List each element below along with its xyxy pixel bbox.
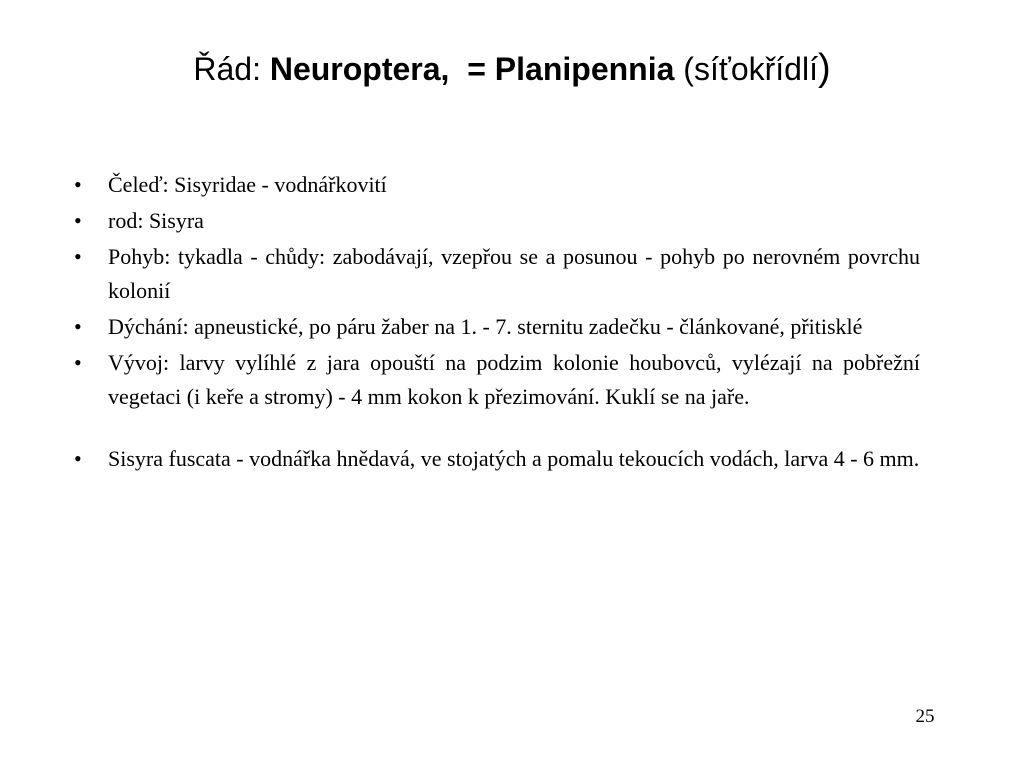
title-prefix: Řád: bbox=[193, 51, 270, 87]
page-number: 25 bbox=[915, 706, 935, 727]
slide-title bbox=[0, 46, 1024, 92]
bullet-icon: • bbox=[74, 172, 82, 197]
bullet-text: Vývoj: larvy vylíhlé z jara opouští na podzim kolonie houbovců, vylézají na pobřežní vegetaci (i keře a stromy) - 4 mm kokon k přezimování. Kuklí se na jaře. bbox=[108, 350, 920, 409]
bullet-text: Čeleď: Sisyridae - vodnářkovití bbox=[108, 172, 387, 197]
bullet-text: Pohyb: tykadla - chůdy: zabodávají, vzepřou se a posunou - pohyb po nerovném povrchu kolonií bbox=[108, 244, 920, 303]
bullet-item-breathing bbox=[74, 310, 920, 344]
title-common-name: (síťokřídlí bbox=[674, 51, 818, 87]
bullet-icon: • bbox=[74, 314, 82, 339]
bullet-icon: • bbox=[74, 350, 82, 375]
title-synonym: = Planipennia bbox=[458, 51, 675, 87]
bullet-item-development bbox=[74, 346, 920, 414]
bullet-text: Sisyra fuscata - vodnářka hnědavá, ve stojatých a pomalu tekoucích vodách, larva 4 - 6 mm. bbox=[108, 446, 920, 471]
bullet-item-species bbox=[74, 442, 920, 476]
bullet-icon: • bbox=[74, 446, 82, 471]
bullet-text: Dýchání: apneustické, po páru žaber na 1. - 7. sternitu zadečku - článkované, přitisklé bbox=[108, 314, 863, 339]
bullet-icon: • bbox=[74, 208, 82, 233]
bullet-list bbox=[74, 168, 920, 478]
bullet-text: rod: Sisyra bbox=[108, 208, 204, 233]
title-order-name: Neuroptera, bbox=[269, 51, 450, 87]
title-close-paren: ) bbox=[817, 47, 831, 89]
bullet-icon: • bbox=[74, 244, 82, 269]
bullet-item-genus bbox=[74, 204, 920, 238]
bullet-item-family bbox=[74, 168, 920, 202]
bullet-item-movement bbox=[74, 240, 920, 308]
